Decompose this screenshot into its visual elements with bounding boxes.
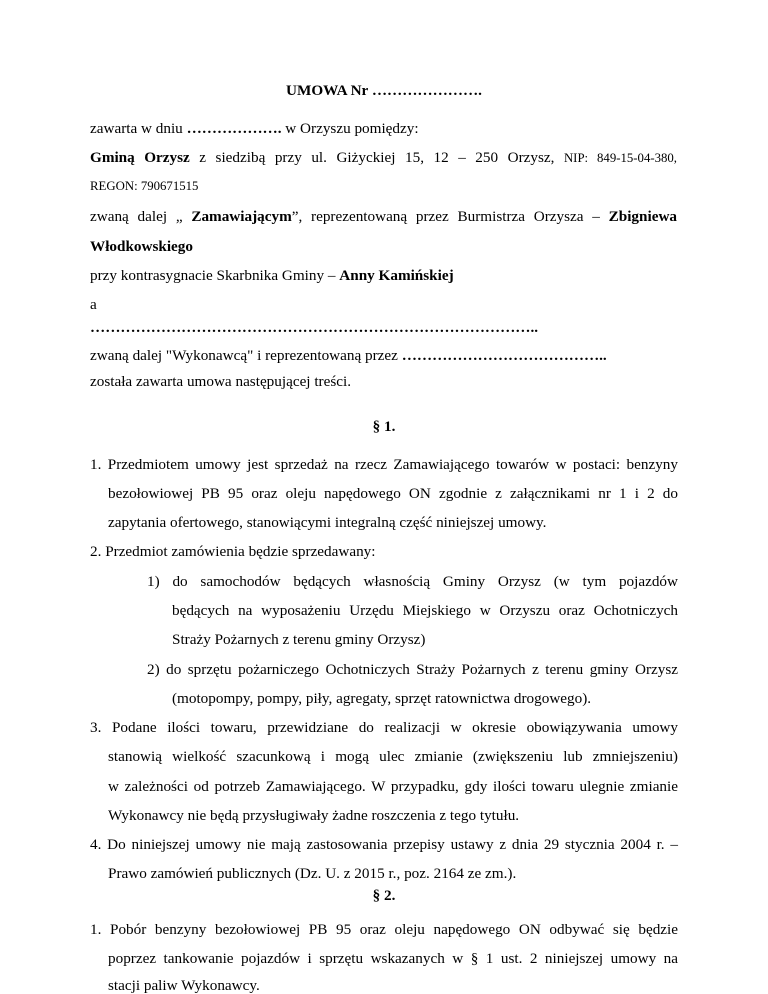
date-line: zawarta w dniu ………………. w Orzyszu pomiędzy: [90,120,419,137]
s1-p1-l3: zapytania ofertowego, stanowiącymi integralną część niniejszej umowy. [108,514,547,531]
s1-p4-l2: Prawo zamówień publicznych (Dz. U. z 2015 r., poz. 2164 ze zm.). [108,865,517,882]
zamawiajacy-line: zwaną dalej „ Zamawiającym”, reprezentowaną przez Burmistrza Orzysza – Zbigniewa [90,208,677,225]
dots-line: …………………………………………………………………………….. [90,319,539,336]
regon-line: REGON: 790671515 [90,179,199,193]
gmina-line: Gminą Orzysz z siedzibą przy ul. Giżyckiej 15, 12 – 250 Orzysz, NIP: 849-15-04-380, [90,149,677,166]
document-title: UMOWA Nr …………………. [286,82,482,99]
s1-p2-2-l2: (motopompy, pompy, piły, agregaty, sprzęt ratownictwa drogowego). [172,690,592,707]
s1-p2-1-l3: Straży Pożarnych z terenu gminy Orzysz) [172,631,426,648]
s2-p1-l1: 1. Pobór benzyny bezołowiowej PB 95 oraz oleju napędowego ON odbywać się będzie [90,921,678,938]
s1-p3-l1: 3. Podane ilości towaru, przewidziane do realizacji w okresie obowiązywania umowy [90,719,678,736]
s2-p1-l3: stacji paliw Wykonawcy. [108,977,260,994]
kontrasygnata-line: przy kontrasygnacie Skarbnika Gminy – Anny Kamińskiej [90,267,454,284]
s1-p1-l2: bezołowiowej PB 95 oraz oleju napędowego ON zgodnie z załącznikami nr 1 i 2 do [108,485,678,502]
s1-p3-l2: stanowią wielkość szacunkową i mogą ulec zmianie (zwiększeniu lub zmniejszeniu) [108,748,678,765]
section-2-heading: § 2. [372,887,396,904]
s2-p1-l2: poprzez tankowanie pojazdów i sprzętu wskazanych w § 1 ust. 2 niniejszej umowy na [108,950,678,967]
section-1-heading: § 1. [372,418,396,435]
s1-p2-1-l2: będących na wyposażeniu Urzędu Miejskiego w Orzyszu oraz Ochotniczych [172,602,678,619]
s1-p2: 2. Przedmiot zamówienia będzie sprzedawany: [90,543,376,560]
s1-p2-1-l1: 1) do samochodów będących własnością Gminy Orzysz (w tym pojazdów [147,573,678,590]
s1-p1-l1: 1. Przedmiotem umowy jest sprzedaż na rzecz Zamawiającego towarów w postaci: benzyny [90,456,678,473]
s1-p2-2-l1: 2) do sprzętu pożarniczego Ochotniczych Straży Pożarnych z terenu gminy Orzysz [147,661,678,678]
zawarta-line: została zawarta umowa następującej treści. [90,373,352,390]
s1-p3-l4: Wykonawcy nie będą przysługiwały żadne roszczenia z tego tytułu. [108,807,520,824]
burmistrz-line: Włodkowskiego [90,238,193,255]
wykonawca-line: zwaną dalej "Wykonawcą" i reprezentowaną przez ………………………………….. [90,347,607,364]
s1-p4-l1: 4. Do niniejszej umowy nie mają zastosowania przepisy ustawy z dnia 29 stycznia 2004 r. – [90,836,678,853]
a-line: a [90,296,97,313]
s1-p3-l3: w zależności od potrzeb Zamawiającego. W przypadku, gdy ilości towaru ulegnie zmianie [108,778,678,795]
